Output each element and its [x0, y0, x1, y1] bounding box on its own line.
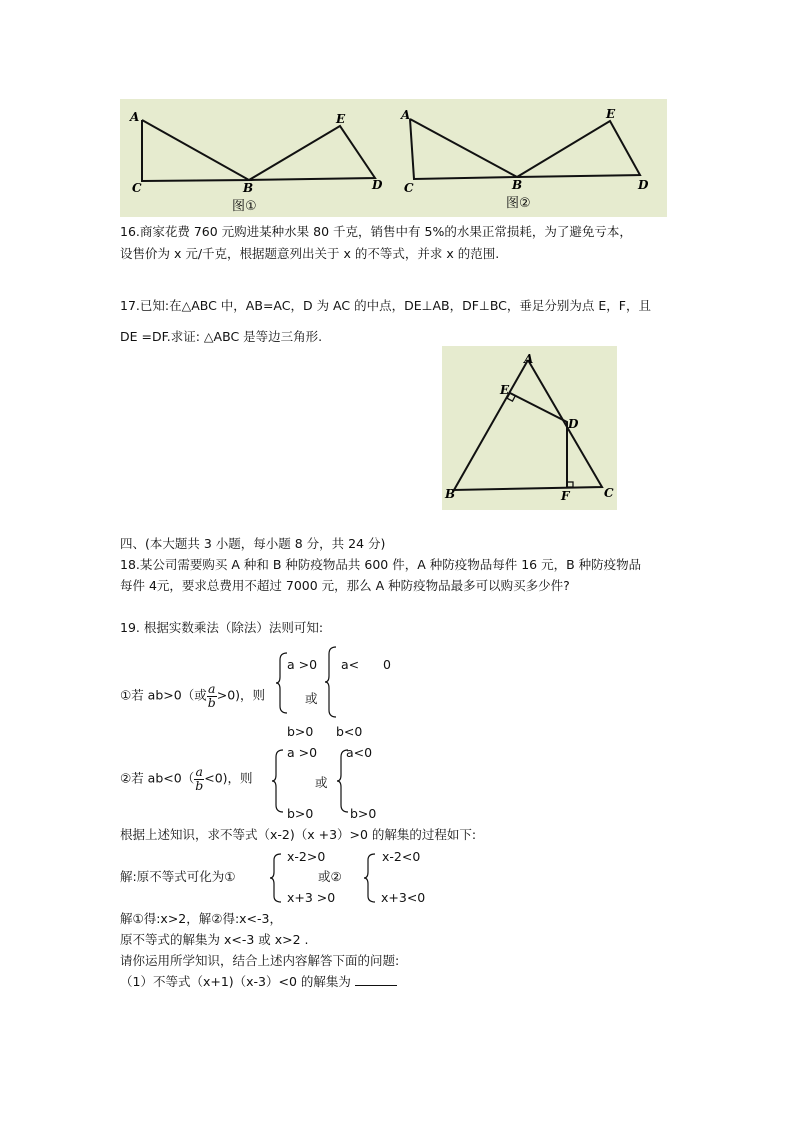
rule2-frac-num: a — [195, 764, 203, 779]
rule1-bottom-left: b>0 — [287, 724, 314, 739]
rule2-suffix: <0)，则 — [204, 770, 253, 786]
fig1-label-a: A — [130, 110, 140, 124]
q19-knowledge: 根据上述知识，求不等式（x-2)（x +3）>0 的解集的过程如下: — [120, 827, 477, 842]
rule2-prefix-line — [120, 766, 253, 792]
rule1-fraction — [207, 683, 217, 709]
figure-triangles-top — [120, 99, 667, 217]
section-title: 四、(本大题共 3 小题，每小题 8 分，共 24 分) — [120, 536, 386, 551]
fig2-label-a: A — [401, 108, 411, 122]
figure-triangle-abc — [442, 346, 617, 510]
solution-or: 或② — [318, 869, 342, 884]
rule2-prefix: ②若 ab<0（ — [120, 770, 195, 786]
q17-line1: 17.已知:在△ABC 中，AB=AC，D 为 AC 的中点，DE⊥AB，DF⊥BC，垂足分别为点 E，F，且 — [120, 298, 651, 313]
figure-triangles-svg — [120, 99, 667, 217]
fig1-label-e: E — [336, 112, 346, 126]
rule1-prefix-line — [120, 683, 265, 709]
rule2-bottom-left: b>0 — [287, 806, 314, 821]
rule2-frac-den: b — [195, 777, 204, 793]
tri-label-e: E — [500, 383, 510, 397]
answer-blank[interactable] — [355, 974, 397, 986]
solution-bottom-left: x+3 >0 — [287, 890, 336, 905]
solution-top-right: x-2<0 — [382, 849, 421, 864]
fig2-label-c: C — [404, 181, 414, 195]
rule1-top-right: a< 0 — [341, 657, 391, 672]
sub-question-1-text: （1）不等式（x+1)（x-3）<0 的解集为 — [120, 974, 351, 989]
rule1-or: 或 — [305, 691, 318, 706]
solution-top-left: x-2>0 — [287, 849, 326, 864]
fig2-label-d: D — [638, 178, 649, 192]
tri-label-c: C — [604, 486, 614, 500]
fig2-label-e: E — [606, 107, 616, 121]
tri-label-b: B — [445, 487, 456, 501]
rule2-top-right: a<0 — [346, 745, 373, 760]
rule2-fraction — [194, 766, 204, 792]
q18-line2: 每件 4元，要求总费用不超过 7000 元，那么 A 种防疫物品最多可以购买多少件? — [120, 578, 570, 593]
solve-steps: 解①得:x>2，解②得:x<-3， — [120, 911, 282, 926]
fig1-label-c: C — [132, 181, 142, 195]
solution-brace-left — [270, 853, 282, 903]
triangle-abc-svg — [442, 346, 617, 510]
rule2-top-left: a >0 — [287, 745, 318, 760]
fig1-caption: 图① — [232, 199, 257, 214]
q17-line2: DE =DF.求证: △ABC 是等边三角形. — [120, 329, 323, 344]
rule1-suffix: >0)，则 — [216, 687, 266, 703]
tri-label-a: A — [524, 352, 534, 366]
q16-line1: 16.商家花费 760 元购进某种水果 80 千克，销售中有 5%的水果正常损耗，为了避免亏本， — [120, 224, 632, 239]
rule2-brace-left — [272, 749, 284, 813]
q19-intro: 19. 根据实数乘法（除法）法则可知: — [120, 620, 324, 635]
solution-brace-right — [364, 853, 376, 903]
rule1-top-left: a >0 — [287, 657, 318, 672]
rule1-frac-den: b — [207, 694, 216, 710]
rule2-or: 或 — [315, 775, 328, 790]
solution-set: 原不等式的解集为 x<-3 或 x>2 . — [120, 932, 309, 947]
rule2-bottom-right: b>0 — [350, 806, 377, 821]
fig1-label-b: B — [243, 181, 254, 195]
rule1-frac-num: a — [207, 681, 216, 696]
q16-line2: 设售价为 x 元/千克，根据题意列出关于 x 的不等式，并求 x 的范围. — [120, 246, 500, 261]
rule1-prefix: ①若 ab>0（或 — [120, 687, 207, 703]
tri-label-f: F — [561, 489, 570, 503]
rule1-bottom-right: b<0 — [336, 724, 363, 739]
tri-label-d: D — [568, 417, 579, 431]
q18-line1: 18.某公司需要购买 A 种和 B 种防疫物品共 600 件，A 种防疫物品每件 16 元，B 种防疫物品 — [120, 557, 642, 572]
rule1-brace-right — [325, 646, 337, 718]
fig2-caption: 图② — [506, 196, 531, 211]
solution-prefix: 解:原不等式可化为① — [120, 869, 236, 884]
fig1-label-d: D — [372, 178, 383, 192]
sub-question-1 — [120, 974, 397, 989]
question-prompt: 请你运用所学知识，结合上述内容解答下面的问题: — [120, 953, 400, 968]
solution-bottom-right: x+3<0 — [381, 890, 426, 905]
fig2-label-b: B — [512, 178, 523, 192]
